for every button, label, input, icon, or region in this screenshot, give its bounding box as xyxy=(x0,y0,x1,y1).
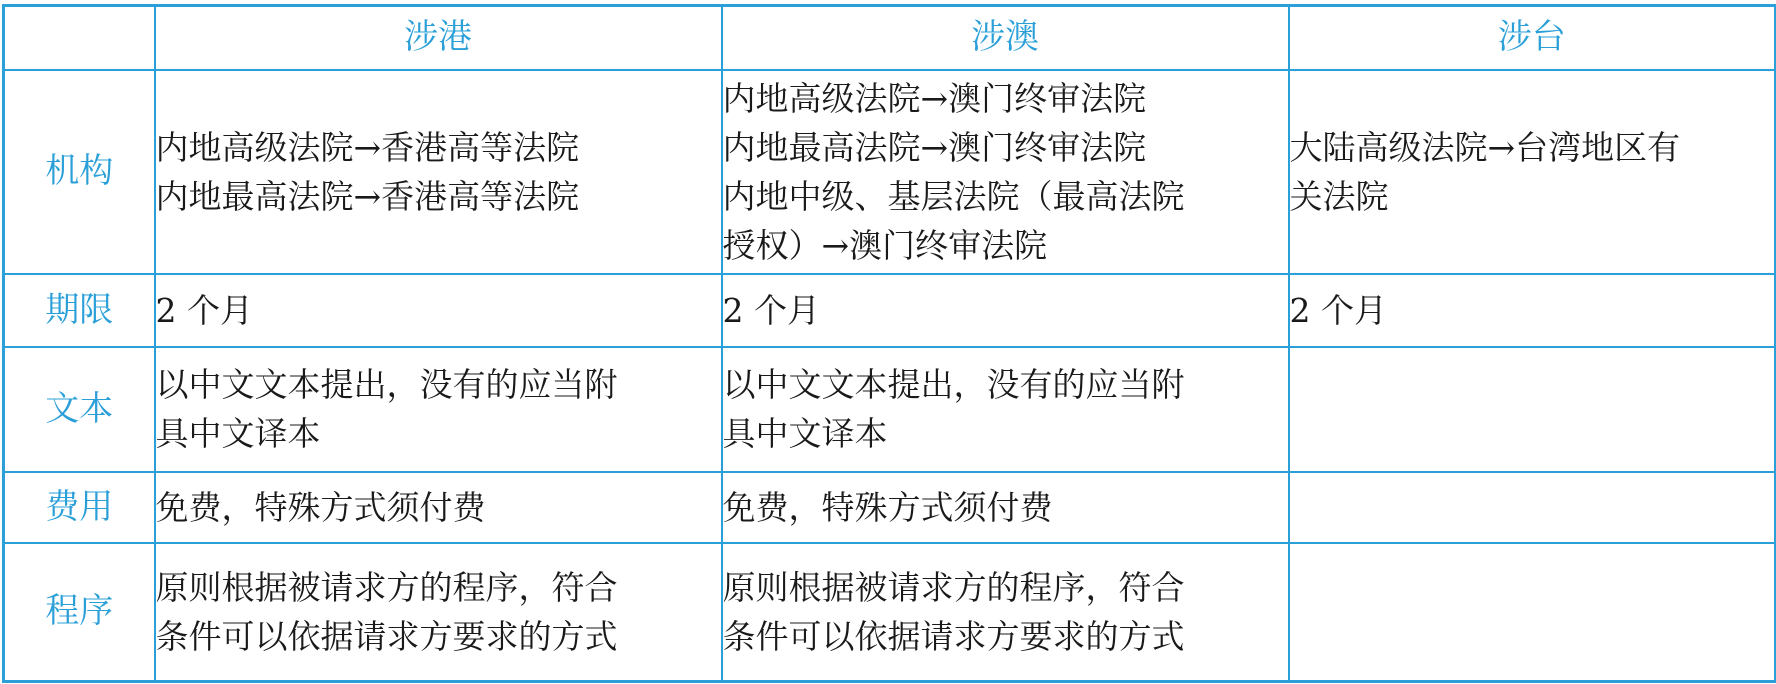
cell-text-macau xyxy=(722,347,1289,472)
cell-deadline-macau xyxy=(722,274,1289,347)
cell-line: 内地高级法院→香港高等法院 xyxy=(155,127,580,167)
cell-line: 2 个月 xyxy=(1289,290,1387,330)
cell-line: 免费，特殊方式须付费 xyxy=(722,487,1053,527)
cell-institution-macau xyxy=(722,70,1289,274)
cell-deadline-taiwan xyxy=(1289,274,1776,347)
cell-institution-taiwan xyxy=(1289,70,1776,274)
row-header-text: 文本 xyxy=(4,347,155,472)
cell-line: 以中文文本提出，没有的应当附 xyxy=(722,365,1185,404)
cell-line: 条件可以依据请求方要求的方式 xyxy=(722,616,1185,656)
row-header-institution: 机构 xyxy=(4,70,155,274)
row-header-fee: 费用 xyxy=(4,472,155,543)
table-row-deadline xyxy=(4,274,1776,347)
cell-line: 授权）→澳门终审法院 xyxy=(722,225,1048,265)
corner-cell xyxy=(4,6,155,70)
cell-text-hk xyxy=(155,347,722,472)
cell-line: 原则根据被请求方的程序，符合 xyxy=(722,567,1185,607)
cell-line: 2 个月 xyxy=(722,290,820,330)
cell-line: 关法院 xyxy=(1289,176,1389,216)
cell-line: 免费，特殊方式须付费 xyxy=(155,487,486,527)
cell-line: 内地最高法院→澳门终审法院 xyxy=(722,127,1147,167)
cell-deadline-hk xyxy=(155,274,722,347)
row-header-deadline: 期限 xyxy=(4,274,155,347)
cell-fee-macau xyxy=(722,472,1289,543)
cell-institution-hk xyxy=(155,70,722,274)
cell-procedure-hk xyxy=(155,543,722,682)
cell-procedure-taiwan xyxy=(1289,543,1776,682)
cell-line: 具中文译本 xyxy=(722,414,888,453)
column-header-hk: 涉港 xyxy=(155,6,722,70)
table-row-procedure xyxy=(4,543,1776,682)
cell-line: 条件可以依据请求方要求的方式 xyxy=(155,616,618,656)
cell-line: 内地高级法院→澳门终审法院 xyxy=(722,78,1147,118)
cell-line: 以中文文本提出，没有的应当附 xyxy=(155,365,618,404)
column-header-macau: 涉澳 xyxy=(722,6,1289,70)
cell-line: 内地中级、基层法院（最高法院 xyxy=(722,176,1185,216)
cell-line: 内地最高法院→香港高等法院 xyxy=(155,176,580,216)
header-row xyxy=(4,6,1776,70)
comparison-table-wrapper xyxy=(2,4,1774,680)
cell-fee-hk xyxy=(155,472,722,543)
cell-fee-taiwan xyxy=(1289,472,1776,543)
column-header-taiwan: 涉台 xyxy=(1289,6,1776,70)
cell-text-taiwan xyxy=(1289,347,1776,472)
table-row-fee xyxy=(4,472,1776,543)
cell-line: 原则根据被请求方的程序，符合 xyxy=(155,567,618,607)
cell-line: 2 个月 xyxy=(155,290,253,330)
cell-line: 具中文译本 xyxy=(155,414,321,453)
cell-line: 大陆高级法院→台湾地区有 xyxy=(1289,127,1681,167)
comparison-table xyxy=(2,4,1776,683)
cell-procedure-macau xyxy=(722,543,1289,682)
table-row-text xyxy=(4,347,1776,472)
table-row-institution xyxy=(4,70,1776,274)
row-header-procedure: 程序 xyxy=(4,543,155,682)
